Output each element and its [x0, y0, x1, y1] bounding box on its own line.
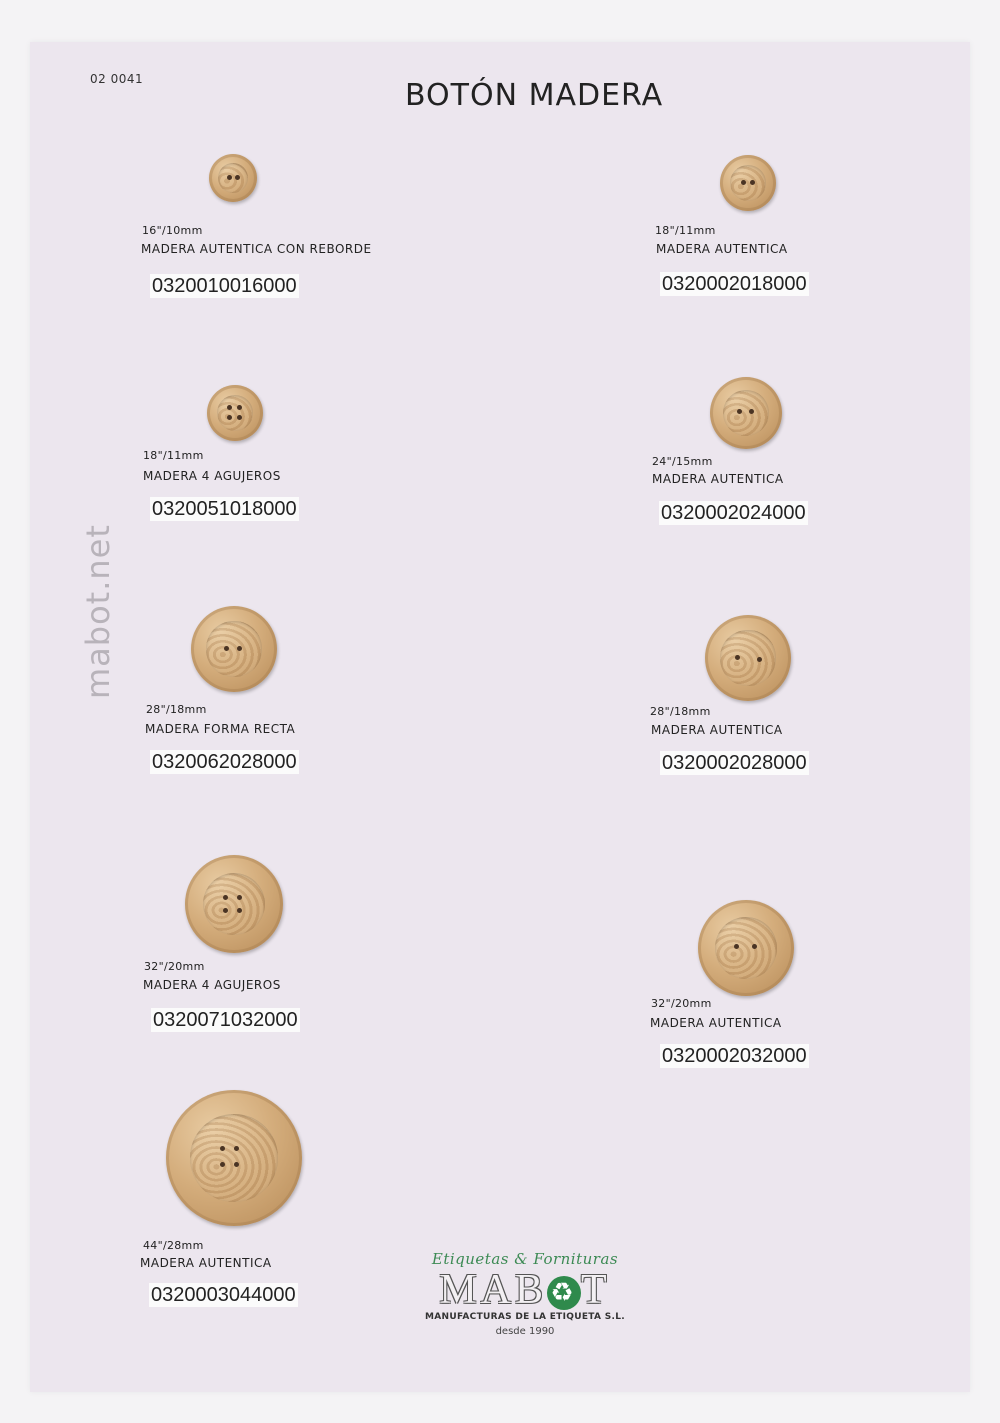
item-size: 32"/20mm [144, 960, 205, 973]
page-title: BOTÓN MADERA [405, 78, 664, 113]
logo-tagline: Etiquetas & Fornituras [431, 1250, 619, 1268]
item-desc: MADERA 4 AGUJEROS [143, 978, 281, 992]
item-desc: MADERA AUTENTICA [656, 242, 788, 256]
item-size: 18"/11mm [655, 224, 716, 237]
item-desc: MADERA FORMA RECTA [145, 722, 296, 736]
item-size: 16"/10mm [142, 224, 203, 237]
item-desc: MADERA AUTENTICA [140, 1256, 272, 1270]
button-swatch [191, 606, 277, 692]
logo-since: desde 1990 [495, 1326, 555, 1337]
item-code: 0320062028000 [152, 751, 297, 773]
button-swatch [166, 1090, 302, 1226]
button-swatch [720, 155, 776, 211]
item-desc: MADERA AUTENTICA [651, 723, 783, 737]
item-code: 0320051018000 [152, 498, 297, 520]
item-size: 44"/28mm [143, 1239, 204, 1252]
logo-name [415, 1268, 635, 1312]
item-code: 0320002018000 [662, 273, 807, 295]
item-code: 0320002024000 [661, 502, 806, 524]
button-swatch [698, 900, 794, 996]
item-code: 0320002028000 [662, 752, 807, 774]
item-code: 0320002032000 [662, 1045, 807, 1067]
item-desc: MADERA AUTENTICA [650, 1016, 782, 1030]
item-desc: MADERA AUTENTICA [652, 472, 784, 486]
button-swatch [209, 154, 257, 202]
item-size: 32"/20mm [651, 997, 712, 1010]
button-swatch [705, 615, 791, 701]
item-code: 0320010016000 [152, 275, 297, 297]
item-size: 28"/18mm [650, 705, 711, 718]
item-code: 0320071032000 [153, 1009, 298, 1031]
watermark: mabot.net [79, 524, 117, 699]
item-size: 24"/15mm [652, 455, 713, 468]
button-swatch [185, 855, 283, 953]
item-size: 28"/18mm [146, 703, 207, 716]
catalog-ref: 02 0041 [90, 72, 144, 86]
button-swatch [710, 377, 782, 449]
item-desc: MADERA AUTENTICA CON REBORDE [141, 242, 372, 256]
recycle-icon: ♻ [547, 1276, 581, 1310]
button-swatch [207, 385, 263, 441]
logo-name-right: T [581, 1267, 611, 1313]
item-desc: MADERA 4 AGUJEROS [143, 469, 281, 483]
logo-subtitle: MANUFACTURAS DE LA ETIQUETA S.L. [425, 1312, 625, 1322]
logo-name-left: MAB [439, 1267, 548, 1313]
item-size: 18"/11mm [143, 449, 204, 462]
item-code: 0320003044000 [151, 1284, 296, 1306]
brand-logo [415, 1250, 635, 1337]
